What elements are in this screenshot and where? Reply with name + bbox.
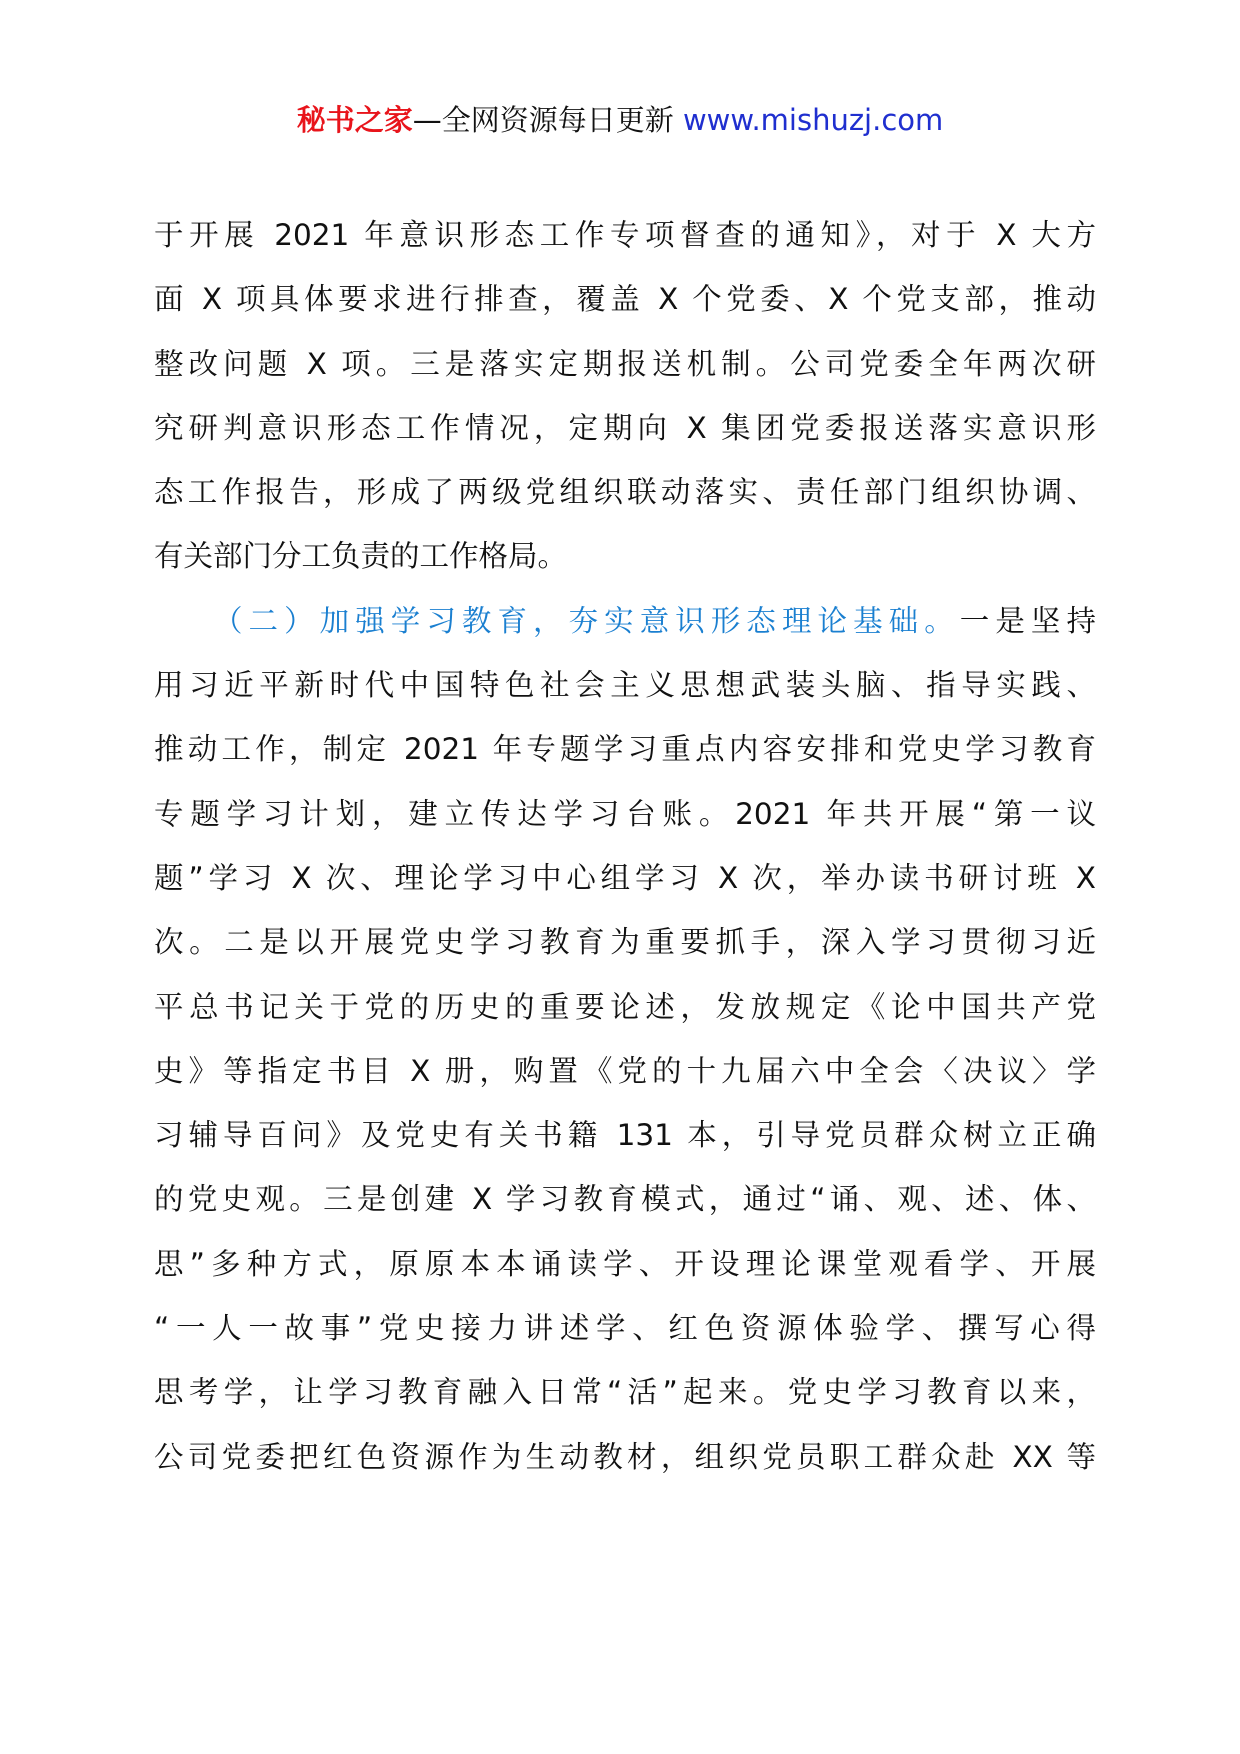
text-line: 的党史观。三是创建 X 学习教育模式，通过“诵、观、述、体、 (154, 1182, 1096, 1217)
page-header (0, 100, 1240, 140)
text-line: “一人一故事”党史接力讲述学、红色资源体验学、撰写心得 (154, 1311, 1096, 1346)
brand-name: 秘书之家 (296, 103, 413, 137)
text-line: 有关部门分工负责的工作格局。 (154, 539, 568, 574)
text-line: 面 X 项具体要求进行排查，覆盖 X 个党委、X 个党支部，推动 (154, 282, 1096, 317)
text-line: 专题学习计划，建立传达学习台账。2021 年共开展“第一议 (154, 796, 1096, 831)
text-line: 态工作报告，形成了两级党组织联动落实、责任部门组织协调、 (154, 475, 1096, 510)
text-line: 推动工作，制定 2021 年专题学习重点内容安排和党史学习教育 (154, 732, 1096, 767)
text-line: 史》等指定书目 X 册，购置《党的十九届六中全会〈决议〉学 (154, 1053, 1096, 1088)
section-heading: （二）加强学习教育，夯实意识形态理论基础。 (213, 603, 960, 638)
text-line: 思”多种方式，原原本本诵读学、开设理论课堂观看学、开展 (154, 1246, 1096, 1281)
document-body (154, 215, 1096, 1501)
text-line: 整改问题 X 项。三是落实定期报送机制。公司党委全年两次研 (154, 346, 1096, 381)
text-line: 用习近平新时代中国特色社会主义思想武装头脑、指导实践、 (154, 668, 1096, 703)
text-line: 次。二是以开展党史学习教育为重要抓手，深入学习贯彻习近 (154, 925, 1096, 960)
text-line: 于开展 2021 年意识形态工作专项督查的通知》，对于 X 大方 (154, 218, 1096, 252)
text-line: 习辅导百问》及党史有关书籍 131 本，引导党员群众树立正确 (154, 1118, 1096, 1153)
header-tagline: —全网资源每日更新 (412, 103, 683, 137)
text-line: 思考学，让学习教育融入日常“活”起来。党史学习教育以来， (154, 1375, 1096, 1410)
site-url-link[interactable]: www.mishuzj.com (682, 103, 944, 137)
text-line: 究研判意识形态工作情况，定期向 X 集团党委报送落实意识形 (154, 410, 1096, 445)
section-heading-continuation: 一是坚持 (959, 603, 1096, 638)
text-line: 平总书记关于党的历史的重要论述，发放规定《论中国共产党 (154, 989, 1096, 1024)
text-line: 公司党委把红色资源作为生动教材，组织党员职工群众赴 XX 等 (154, 1439, 1096, 1474)
section-heading-line (154, 601, 1096, 665)
text-line: 题”学习 X 次、理论学习中心组学习 X 次，举办读书研讨班 X (154, 860, 1096, 895)
